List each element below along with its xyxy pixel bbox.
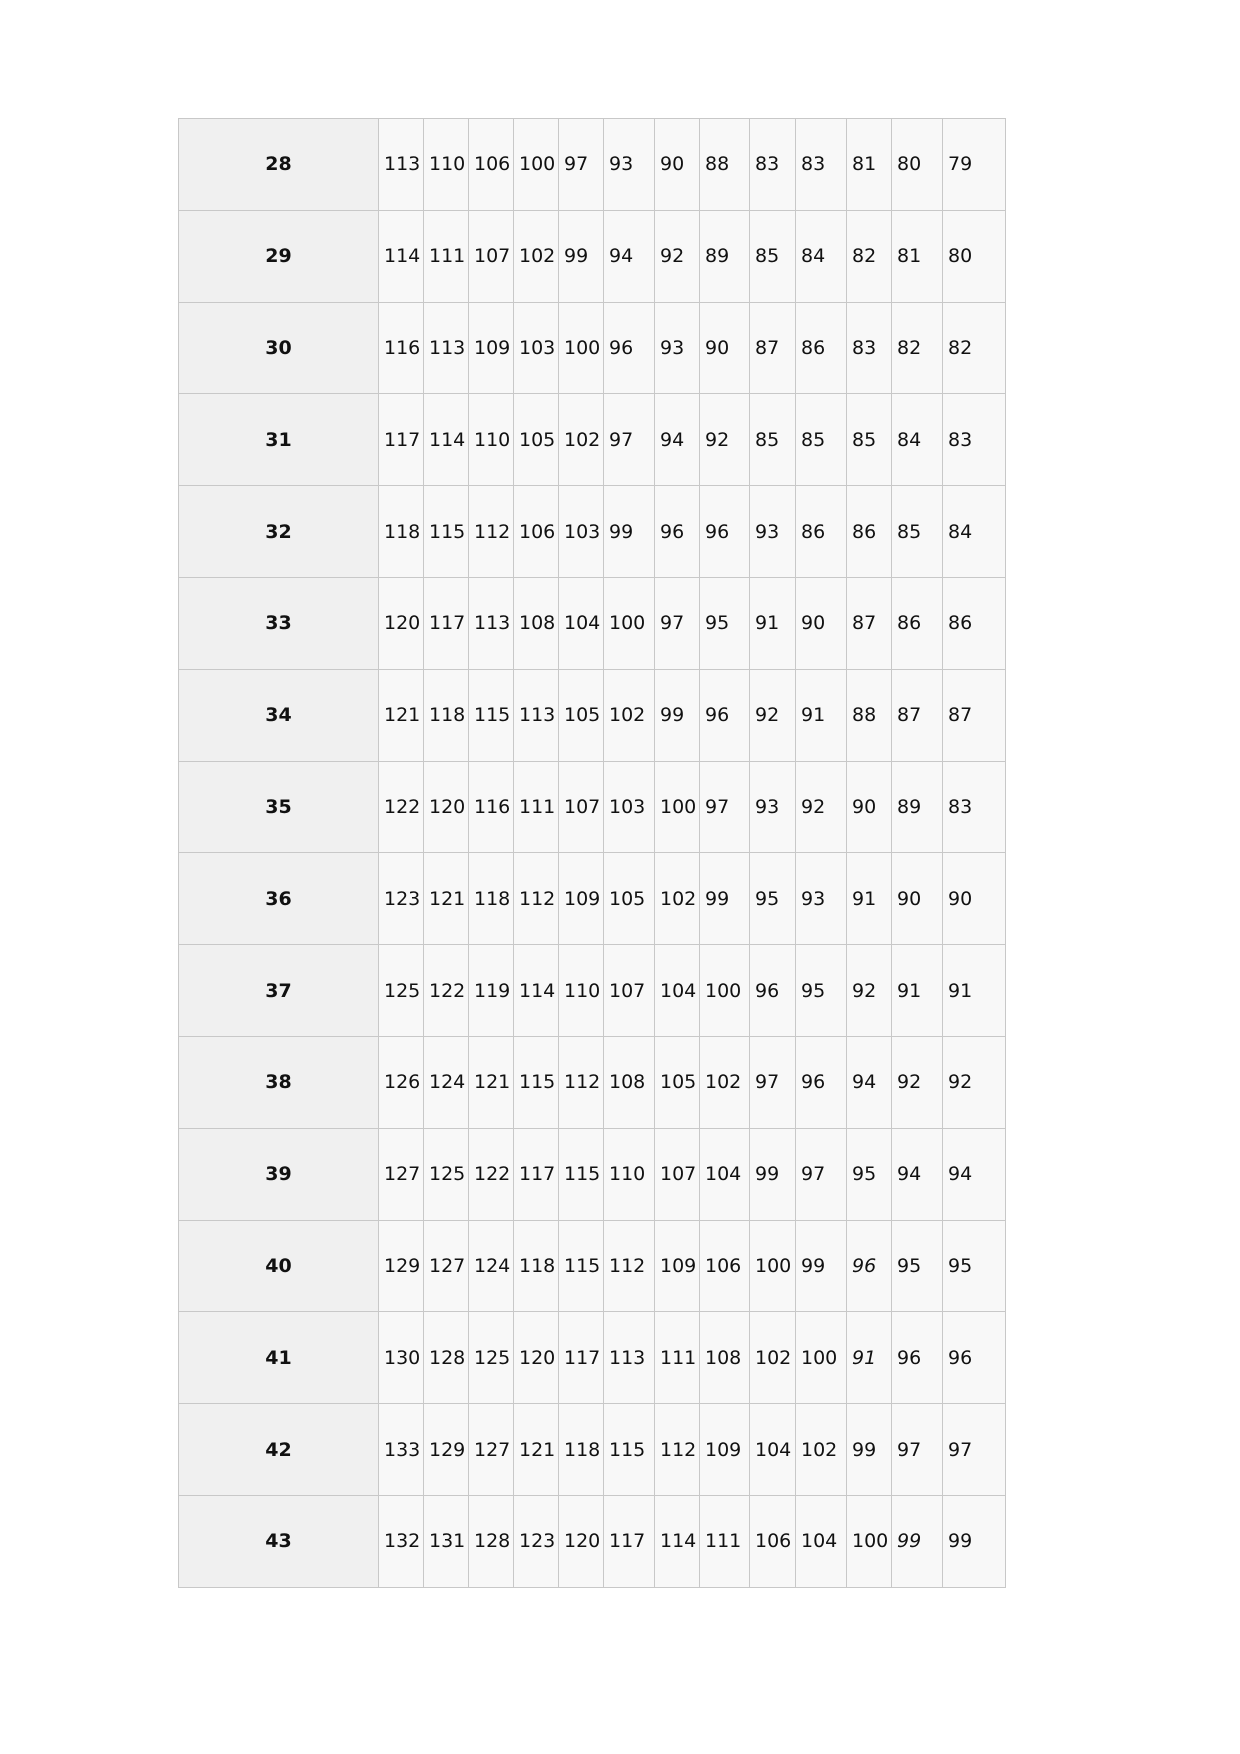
table-cell: 92 [943, 1036, 1006, 1128]
table-cell: 107 [469, 210, 514, 302]
table-cell: 87 [750, 302, 796, 394]
table-cell: 128 [469, 1495, 514, 1587]
table-cell: 99 [604, 486, 655, 578]
table-cell: 111 [700, 1495, 750, 1587]
row-label: 40 [179, 1220, 379, 1312]
table-cell: 84 [892, 394, 943, 486]
table-cell: 119 [469, 945, 514, 1037]
data-table [178, 118, 1006, 1588]
table-cell: 95 [943, 1220, 1006, 1312]
table-cell: 95 [700, 577, 750, 669]
table-cell: 85 [796, 394, 847, 486]
table-cell: 126 [379, 1036, 424, 1128]
table-cell: 102 [559, 394, 604, 486]
table-cell: 100 [655, 761, 700, 853]
row-label: 42 [179, 1404, 379, 1496]
table-cell: 91 [943, 945, 1006, 1037]
table-cell: 90 [847, 761, 892, 853]
table-row [179, 1495, 1006, 1587]
table-cell: 118 [559, 1404, 604, 1496]
table-cell: 86 [943, 577, 1006, 669]
table-cell: 100 [604, 577, 655, 669]
table-cell: 81 [892, 210, 943, 302]
row-label: 34 [179, 669, 379, 761]
table-cell: 122 [379, 761, 424, 853]
table-cell: 106 [700, 1220, 750, 1312]
table-cell: 107 [559, 761, 604, 853]
table-cell: 110 [604, 1128, 655, 1220]
table-cell: 94 [604, 210, 655, 302]
table-cell: 125 [424, 1128, 469, 1220]
table-cell: 105 [514, 394, 559, 486]
table-row [179, 853, 1006, 945]
table-cell: 99 [796, 1220, 847, 1312]
table-cell: 133 [379, 1404, 424, 1496]
table-cell: 123 [379, 853, 424, 945]
table-cell: 129 [424, 1404, 469, 1496]
table-cell: 83 [847, 302, 892, 394]
table-cell: 100 [559, 302, 604, 394]
table-cell: 120 [514, 1312, 559, 1404]
table-cell: 106 [469, 119, 514, 211]
table-cell: 120 [379, 577, 424, 669]
table-cell: 113 [469, 577, 514, 669]
table-cell: 95 [796, 945, 847, 1037]
table-cell: 93 [750, 486, 796, 578]
table-cell: 83 [943, 761, 1006, 853]
table-cell: 115 [559, 1220, 604, 1312]
table-cell: 113 [514, 669, 559, 761]
table-cell: 99 [700, 853, 750, 945]
table-cell: 112 [559, 1036, 604, 1128]
table-cell: 84 [943, 486, 1006, 578]
table-cell: 100 [514, 119, 559, 211]
table-cell: 120 [559, 1495, 604, 1587]
table-cell: 103 [559, 486, 604, 578]
table-cell: 97 [655, 577, 700, 669]
table-cell: 92 [655, 210, 700, 302]
table-cell: 112 [604, 1220, 655, 1312]
table-cell: 121 [424, 853, 469, 945]
table-cell: 102 [604, 669, 655, 761]
table-row [179, 1036, 1006, 1128]
row-label: 31 [179, 394, 379, 486]
table-cell: 102 [796, 1404, 847, 1496]
table-cell: 125 [379, 945, 424, 1037]
table-cell: 86 [892, 577, 943, 669]
row-label: 36 [179, 853, 379, 945]
table-cell: 96 [700, 669, 750, 761]
table-cell: 122 [469, 1128, 514, 1220]
row-label: 33 [179, 577, 379, 669]
table-cell: 106 [750, 1495, 796, 1587]
table-cell: 108 [604, 1036, 655, 1128]
table-cell: 115 [469, 669, 514, 761]
table-cell: 97 [892, 1404, 943, 1496]
table-cell: 116 [379, 302, 424, 394]
table-cell: 127 [469, 1404, 514, 1496]
table-cell: 131 [424, 1495, 469, 1587]
table-cell: 83 [796, 119, 847, 211]
row-label: 30 [179, 302, 379, 394]
table-cell: 113 [604, 1312, 655, 1404]
table-cell: 114 [655, 1495, 700, 1587]
table-cell: 99 [892, 1495, 943, 1587]
table-cell: 132 [379, 1495, 424, 1587]
table-cell: 99 [559, 210, 604, 302]
table-cell: 121 [469, 1036, 514, 1128]
table-cell: 94 [943, 1128, 1006, 1220]
table-cell: 110 [469, 394, 514, 486]
table-cell: 117 [604, 1495, 655, 1587]
table-cell: 118 [379, 486, 424, 578]
row-label: 38 [179, 1036, 379, 1128]
table-cell: 91 [847, 1312, 892, 1404]
table-row [179, 119, 1006, 211]
table-cell: 99 [943, 1495, 1006, 1587]
table-cell: 104 [559, 577, 604, 669]
table-cell: 97 [796, 1128, 847, 1220]
table-cell: 110 [559, 945, 604, 1037]
table-cell: 92 [847, 945, 892, 1037]
table-cell: 111 [514, 761, 559, 853]
table-row [179, 945, 1006, 1037]
table-cell: 114 [379, 210, 424, 302]
table-cell: 104 [655, 945, 700, 1037]
table-cell: 99 [847, 1404, 892, 1496]
table-cell: 112 [655, 1404, 700, 1496]
table-cell: 90 [796, 577, 847, 669]
table-cell: 112 [469, 486, 514, 578]
row-label: 43 [179, 1495, 379, 1587]
table-cell: 114 [514, 945, 559, 1037]
table-cell: 115 [559, 1128, 604, 1220]
table-cell: 85 [847, 394, 892, 486]
table-cell: 91 [796, 669, 847, 761]
table-cell: 96 [847, 1220, 892, 1312]
table-cell: 123 [514, 1495, 559, 1587]
table-cell: 85 [750, 394, 796, 486]
table-row [179, 486, 1006, 578]
table-cell: 107 [604, 945, 655, 1037]
table-cell: 85 [892, 486, 943, 578]
table-cell: 114 [424, 394, 469, 486]
table-cell: 97 [559, 119, 604, 211]
table-cell: 109 [559, 853, 604, 945]
table-cell: 92 [796, 761, 847, 853]
table-cell: 91 [750, 577, 796, 669]
table-cell: 80 [943, 210, 1006, 302]
table-cell: 100 [796, 1312, 847, 1404]
table-cell: 94 [655, 394, 700, 486]
table-cell: 109 [469, 302, 514, 394]
table-cell: 79 [943, 119, 1006, 211]
table-cell: 93 [604, 119, 655, 211]
table-cell: 102 [655, 853, 700, 945]
table-cell: 82 [943, 302, 1006, 394]
table-cell: 86 [847, 486, 892, 578]
table-cell: 124 [424, 1036, 469, 1128]
table-cell: 105 [655, 1036, 700, 1128]
table-cell: 108 [514, 577, 559, 669]
table-cell: 91 [892, 945, 943, 1037]
table-cell: 117 [424, 577, 469, 669]
table-cell: 118 [514, 1220, 559, 1312]
table-cell: 117 [559, 1312, 604, 1404]
table-cell: 107 [655, 1128, 700, 1220]
table-cell: 121 [514, 1404, 559, 1496]
table-cell: 103 [514, 302, 559, 394]
table-cell: 109 [700, 1404, 750, 1496]
table-cell: 92 [750, 669, 796, 761]
table-cell: 111 [424, 210, 469, 302]
table-cell: 85 [750, 210, 796, 302]
table-cell: 121 [379, 669, 424, 761]
table-cell: 104 [700, 1128, 750, 1220]
table-cell: 80 [892, 119, 943, 211]
table-cell: 92 [700, 394, 750, 486]
table-cell: 87 [847, 577, 892, 669]
table-row [179, 394, 1006, 486]
table-cell: 102 [700, 1036, 750, 1128]
table-cell: 115 [424, 486, 469, 578]
table-cell: 96 [604, 302, 655, 394]
row-label: 32 [179, 486, 379, 578]
row-label: 41 [179, 1312, 379, 1404]
table-cell: 120 [424, 761, 469, 853]
table-cell: 115 [514, 1036, 559, 1128]
table-cell: 91 [847, 853, 892, 945]
table-cell: 116 [469, 761, 514, 853]
table-cell: 97 [700, 761, 750, 853]
table-cell: 97 [943, 1404, 1006, 1496]
table-row [179, 1220, 1006, 1312]
table-cell: 108 [700, 1312, 750, 1404]
table-cell: 93 [796, 853, 847, 945]
table-cell: 90 [655, 119, 700, 211]
table-row [179, 577, 1006, 669]
table-cell: 122 [424, 945, 469, 1037]
table-cell: 93 [750, 761, 796, 853]
table-cell: 82 [847, 210, 892, 302]
table-cell: 86 [796, 302, 847, 394]
table-cell: 95 [892, 1220, 943, 1312]
table-body [179, 119, 1006, 1588]
table-cell: 110 [424, 119, 469, 211]
table-cell: 96 [796, 1036, 847, 1128]
table-cell: 99 [750, 1128, 796, 1220]
table-cell: 130 [379, 1312, 424, 1404]
table-cell: 92 [892, 1036, 943, 1128]
table-cell: 102 [514, 210, 559, 302]
table-cell: 118 [469, 853, 514, 945]
table-cell: 112 [514, 853, 559, 945]
table-cell: 105 [559, 669, 604, 761]
table-cell: 94 [892, 1128, 943, 1220]
table-cell: 103 [604, 761, 655, 853]
table-cell: 83 [750, 119, 796, 211]
table-cell: 96 [943, 1312, 1006, 1404]
table-cell: 111 [655, 1312, 700, 1404]
table-cell: 99 [655, 669, 700, 761]
table-row [179, 669, 1006, 761]
table-cell: 81 [847, 119, 892, 211]
table-cell: 115 [604, 1404, 655, 1496]
table-cell: 100 [847, 1495, 892, 1587]
table-cell: 97 [750, 1036, 796, 1128]
table-cell: 127 [379, 1128, 424, 1220]
table-cell: 117 [379, 394, 424, 486]
table-cell: 89 [892, 761, 943, 853]
table-cell: 84 [796, 210, 847, 302]
table-cell: 113 [424, 302, 469, 394]
table-cell: 86 [796, 486, 847, 578]
table-row [179, 1312, 1006, 1404]
table-cell: 124 [469, 1220, 514, 1312]
table-cell: 113 [379, 119, 424, 211]
table-cell: 96 [700, 486, 750, 578]
table-cell: 90 [700, 302, 750, 394]
table-cell: 96 [892, 1312, 943, 1404]
table-cell: 89 [700, 210, 750, 302]
table-cell: 96 [655, 486, 700, 578]
table-cell: 102 [750, 1312, 796, 1404]
table-cell: 94 [847, 1036, 892, 1128]
row-label: 28 [179, 119, 379, 211]
table-cell: 95 [847, 1128, 892, 1220]
table-cell: 96 [750, 945, 796, 1037]
table-row [179, 761, 1006, 853]
table-cell: 87 [943, 669, 1006, 761]
table-cell: 129 [379, 1220, 424, 1312]
table-cell: 127 [424, 1220, 469, 1312]
table-cell: 128 [424, 1312, 469, 1404]
table-cell: 109 [655, 1220, 700, 1312]
table-cell: 100 [750, 1220, 796, 1312]
table-cell: 106 [514, 486, 559, 578]
table-cell: 105 [604, 853, 655, 945]
table-row [179, 302, 1006, 394]
table-row [179, 210, 1006, 302]
table-cell: 82 [892, 302, 943, 394]
table-cell: 83 [943, 394, 1006, 486]
row-label: 29 [179, 210, 379, 302]
table-row [179, 1128, 1006, 1220]
table-cell: 118 [424, 669, 469, 761]
table-cell: 100 [700, 945, 750, 1037]
table-cell: 93 [655, 302, 700, 394]
table-cell: 117 [514, 1128, 559, 1220]
table-cell: 97 [604, 394, 655, 486]
table-cell: 125 [469, 1312, 514, 1404]
table-cell: 87 [892, 669, 943, 761]
table-cell: 88 [700, 119, 750, 211]
table-row [179, 1404, 1006, 1496]
table-cell: 90 [892, 853, 943, 945]
table-cell: 88 [847, 669, 892, 761]
table-cell: 95 [750, 853, 796, 945]
table-cell: 104 [750, 1404, 796, 1496]
row-label: 39 [179, 1128, 379, 1220]
row-label: 35 [179, 761, 379, 853]
table-cell: 104 [796, 1495, 847, 1587]
table-cell: 90 [943, 853, 1006, 945]
row-label: 37 [179, 945, 379, 1037]
